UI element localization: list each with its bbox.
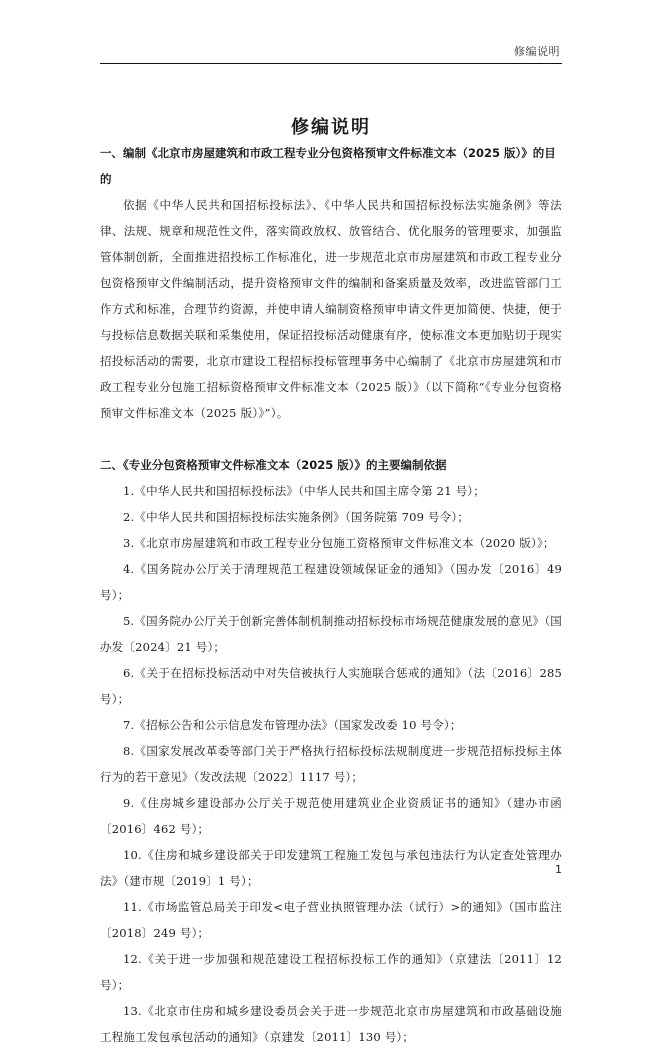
- reference-item: 8.《国家发展改革委等部门关于严格执行招标投标法规制度进一步规范招标投标主体行为的若干意见》（发改法规〔2022〕1117 号）；: [100, 744, 562, 784]
- page-title: 修编说明: [291, 117, 371, 138]
- header-divider: [100, 63, 562, 64]
- reference-item: 1.《中华人民共和国招标投标法》（中华人民共和国主席令第 21 号）；: [123, 484, 485, 498]
- reference-item: 6.《关于在招标投标活动中对失信被执行人实施联合惩戒的通知》（法〔2016〕285 号）；: [100, 666, 562, 706]
- reference-item: 7.《招标公告和公示信息发布管理办法》（国家发改委 10 号令）；: [123, 718, 462, 732]
- section-2-heading: 二、《专业分包资格预审文件标准文本（2025 版）》的主要编制依据: [100, 458, 447, 472]
- reference-item: 13.《北京市住房和城乡建设委员会关于进一步规范北京市房屋建筑和市政基础设施工程施工发包承包活动的通知》（京建发〔2011〕130 号）；: [100, 1004, 562, 1044]
- reference-item: 5.《国务院办公厅关于创新完善体制机制推动招标投标市场规范健康发展的意见》（国办发〔2024〕21 号）；: [100, 614, 562, 654]
- reference-item: 10.《住房和城乡建设部关于印发建筑工程施工发包与承包违法行为认定查处管理办法》（建市规〔2019〕1 号）；: [100, 848, 562, 888]
- running-header: 修编说明: [514, 45, 560, 58]
- reference-item: 12.《关于进一步加强和规范建设工程招标投标工作的通知》（京建法〔2011〕12 号）；: [100, 952, 562, 992]
- reference-item: 11.《市场监管总局关于印发<电子营业执照管理办法（试行）>的通知》（国市监注〔2018〕249 号）；: [100, 900, 562, 940]
- reference-item: 9.《住房城乡建设部办公厅关于规范使用建筑业企业资质证书的通知》（建办市函〔2016〕462 号）；: [100, 796, 562, 836]
- reference-item: 2.《中华人民共和国招标投标法实施条例》（国务院第 709 号令）；: [123, 510, 470, 524]
- page-number: 1: [555, 863, 562, 876]
- section-1-heading: 一、编制《北京市房屋建筑和市政工程专业分包资格预审文件标准文本（2025 版）》的目的: [100, 146, 556, 186]
- reference-item: 4.《国务院办公厅关于清理规范工程建设领域保证金的通知》（国办发〔2016〕49 号）；: [100, 562, 562, 602]
- document-body: [100, 140, 562, 1050]
- reference-item: 3.《北京市房屋建筑和市政工程专业分包施工资格预审文件标准文本（2020 版）》；: [123, 536, 555, 550]
- section-1-paragraph: 依据《中华人民共和国招标投标法》、《中华人民共和国招标投标法实施条例》等法律、法规、规章和规范性文件，落实简政放权、放管结合、优化服务的管理要求，加强监管体制创新，全面推进招投标工作标准化，进一步规范北京市房屋建筑和市政工程专业分包资格预审文件编制活动，提升资格预审文件的编制和备案质量及效率，改进监管部门工作方式和标准，合理节约资源，并使申请人编制资格预审申请文件更加简便、快捷，便于与投标信息数据关联和采集使用，保证招投标活动健康有序，使标准文本更加贴切于现实招投标活动的需要，北京市建设工程招标投标管理事务中心编制了《北京市房屋建筑和市政工程专业分包施工招标资格预审文件标准文本（2025 版）》（以下简称“《专业分包资格预审文件标准文本（2025 版）》”）。: [100, 198, 562, 420]
